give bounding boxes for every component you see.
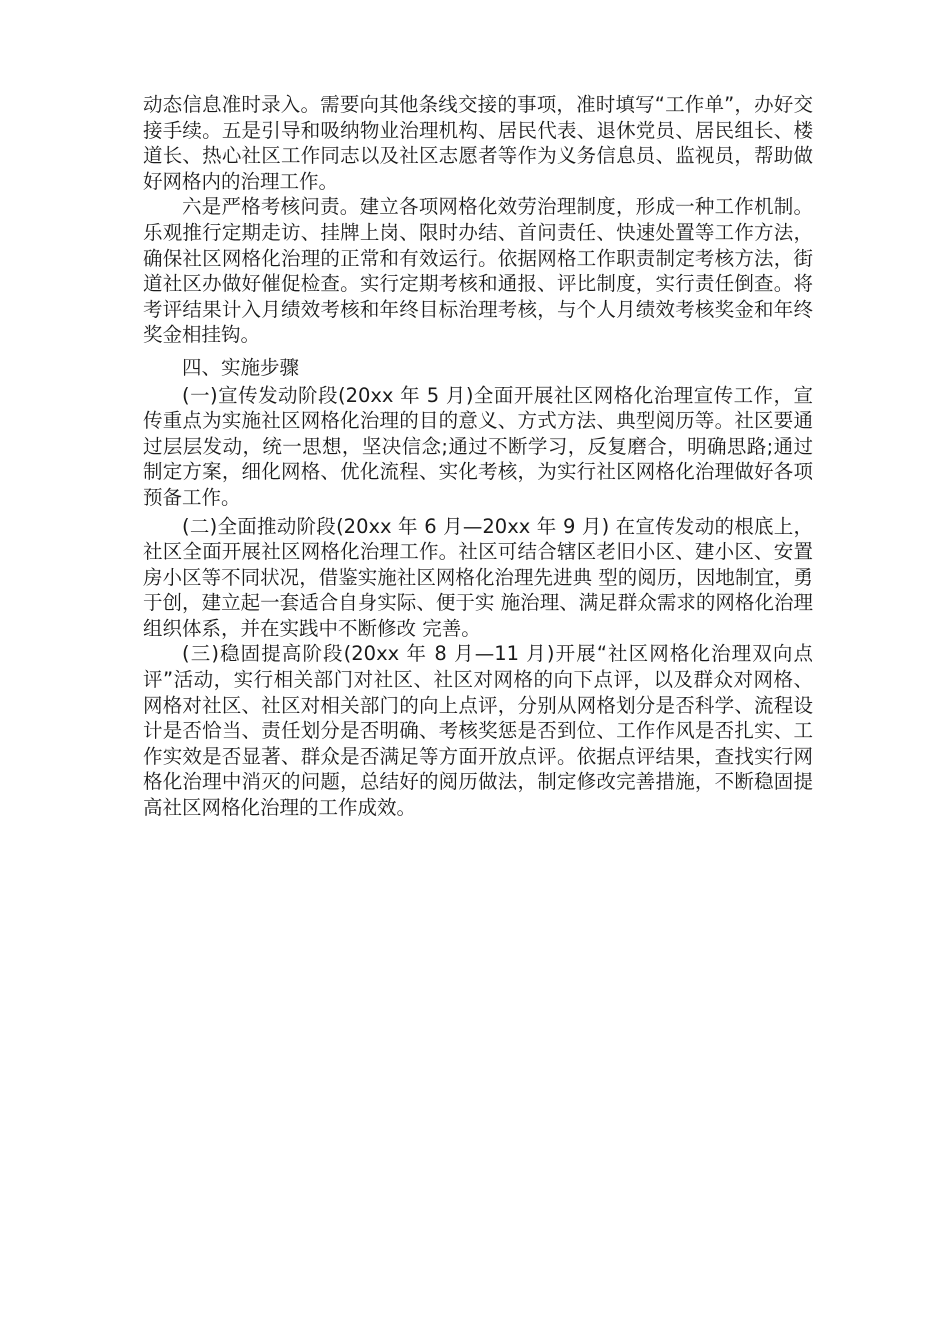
document-body — [143, 92, 813, 821]
paragraph-continuation: 动态信息准时录入。需要向其他条线交接的事项，准时填写“工作单”，办好交接手续。五是引导和吸纳物业治理机构、居民代表、退休党员、居民组长、楼道长、热心社区工作同志以及社区志愿者等作为义务信息员、监视员，帮助做好网格内的治理工作。 — [143, 93, 813, 193]
paragraph-stage-two: (二)全面推动阶段(20xx 年 6 月—20xx 年 9 月) 在宣传发动的根底上，社区全面开展社区网格化治理工作。社区可结合辖区老旧小区、建小区、安置房小区等不同状况，借鉴实施社区网格化治理先进典 型的阅历，因地制宜，勇于创，建立起一套适合自身实际、便于实 施治理、满足群众需求的网格化治理组织体系，并在实践中不断修改 完善。 — [143, 514, 813, 640]
paragraph-stage-three: (三)稳固提高阶段(20xx 年 8 月—11 月)开展“社区网格化治理双向点评”活动，实行相关部门对社区、社区对网格的向下点评，以及群众对网格、网格对社区、社区对相关部门的向上点评，分别从网格划分是否科学、流程设计是否恰当、责任划分是否明确、考核奖惩是否到位、工作作风是否扎实、工作实效是否显著、群众是否满足等方面开放点评。依据点评结果，查找实行网格化治理中消灭的问题，总结好的阅历做法，制定修改完善措施，不断稳固提高社区网格化治理的工作成效。 — [143, 642, 813, 820]
section-heading-implementation-steps: 四、实施步骤 — [182, 355, 300, 379]
paragraph-stage-one: (一)宣传发动阶段(20xx 年 5 月)全面开展社区网格化治理宣传工作，宣传重点为实施社区网格化治理的目的意义、方式方法、典型阅历等。社区要通过层层发动，统一思想，坚决信念;通过不断学习，反复磨合，明确思路;通过制定方案，细化网格、优化流程、实化考核，为实行社区网格化治理做好各项预备工作。 — [143, 383, 813, 509]
paragraph-assessment: 六是严格考核问责。建立各项网格化效劳治理制度，形成一种工作机制。乐观推行定期走访、挂牌上岗、限时办结、首问责任、快速处置等工作方法，确保社区网格化治理的正常和有效运行。依据网格工作职责制定考核方法，街道社区办做好催促检查。实行定期考核和通报、评比制度，实行责任倒查。将考评结果计入月绩效考核和年终目标治理考核，与个人月绩效考核奖金和年终奖金相挂钩。 — [143, 195, 813, 347]
